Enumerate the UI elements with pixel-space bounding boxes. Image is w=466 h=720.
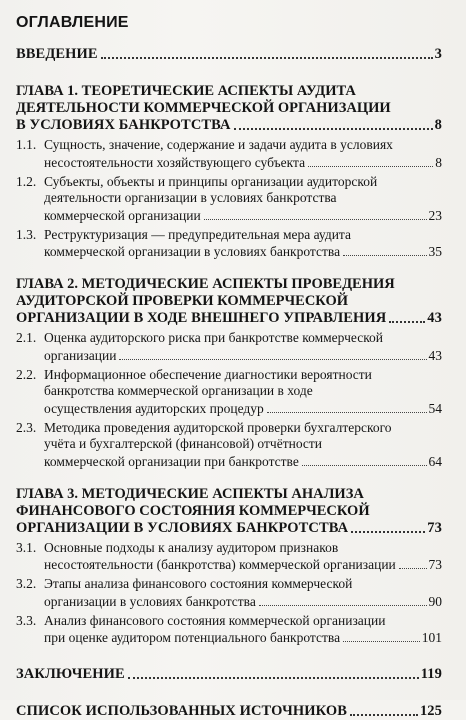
section-title-line: банкротства коммерческой организации в ходе: [44, 383, 313, 398]
toc-entry-sources: [16, 703, 442, 720]
section-title-line: Сущность, значение, содержание и задачи аудита в условиях: [44, 137, 393, 152]
section-last-line: [44, 347, 442, 364]
table-of-contents: [16, 14, 442, 720]
section-page: 54: [428, 400, 442, 416]
section-body: [44, 137, 442, 171]
section-title-line: коммерческой организации: [44, 207, 201, 223]
section-number: 1.1.: [16, 137, 37, 152]
toc-entry-intro: [16, 46, 442, 63]
toc-section-3-1: [16, 540, 442, 574]
toc-section-3-2: [16, 576, 442, 610]
section-title-line: несостоятельности (банкротства) коммерческой организации: [44, 557, 396, 572]
leader-dots: [351, 531, 425, 533]
section-body: [44, 330, 442, 364]
section-title-line: деятельности организации в условиях банкротства: [44, 190, 337, 205]
chapter-title-line: АУДИТОРСКОЙ ПРОВЕРКИ КОММЕРЧЕСКОЙ: [16, 293, 348, 309]
section-number: 3.3.: [16, 612, 37, 628]
entry-page: 119: [420, 666, 442, 682]
section-number: 1.2.: [16, 173, 37, 189]
leader-dots: [119, 359, 426, 360]
entry-label: ВВЕДЕНИЕ: [16, 46, 98, 62]
section-last-line: [44, 556, 442, 573]
section-last-line: [44, 453, 442, 470]
section-body: [44, 420, 442, 470]
toc-section-1-3: [16, 227, 442, 261]
section-title-line: учёта и бухгалтерской (финансовой) отчётности: [44, 436, 323, 451]
section-number: 3.1.: [16, 539, 37, 555]
entry-label: СПИСОК ИСПОЛЬЗОВАННЫХ ИСТОЧНИКОВ: [16, 703, 348, 719]
entry-page: 125: [419, 703, 442, 719]
toc-section-1-1: [16, 137, 442, 171]
chapter-title-last-line: [16, 117, 442, 134]
section-last-line: [44, 593, 442, 610]
section-number: 2.3.: [16, 419, 37, 435]
section-body: [44, 613, 442, 647]
toc-chapter-3: [16, 486, 442, 647]
leader-dots: [399, 568, 427, 569]
section-title-line: Методика проведения аудиторской проверки бухгалтерского: [44, 419, 392, 435]
toc-section-1-2: [16, 174, 442, 224]
chapter-page: 8: [434, 117, 442, 133]
section-page: 8: [435, 154, 442, 170]
section-body: [44, 576, 442, 610]
section-number: 2.2.: [16, 366, 37, 382]
section-last-line: [44, 400, 442, 417]
section-last-line: [44, 207, 442, 224]
toc-chapter-2: [16, 276, 442, 470]
section-page: 64: [428, 453, 442, 469]
section-title-line: Оценка аудиторского риска при банкротстве коммерческой: [44, 330, 384, 345]
toc-section-3-3: [16, 613, 442, 647]
section-title-line: Реструктуризация — предупредительная мера аудита: [44, 226, 351, 242]
section-body: [44, 540, 442, 574]
section-title-line: Информационное обеспечение диагностики вероятности: [44, 366, 372, 382]
chapter-page: 43: [427, 310, 442, 326]
section-title-line: несостоятельности хозяйствующего субъекта: [44, 154, 306, 170]
leader-dots: [308, 166, 433, 167]
section-body: [44, 367, 442, 417]
section-title-line: Основные подходы к анализу аудитором признаков: [44, 539, 339, 555]
chapter-title-line: ФИНАНСОВОГО СОСТОЯНИЯ КОММЕРЧЕСКОЙ: [16, 502, 370, 519]
chapter-title-last-line: [16, 310, 442, 327]
chapter-title-last-line: [16, 520, 442, 537]
leader-dots: [128, 677, 419, 679]
toc-section-2-3: [16, 420, 442, 470]
toc-chapter-1: [16, 83, 442, 260]
section-title-line: организации: [44, 347, 117, 363]
section-title-line: организации в условиях банкротства: [44, 593, 256, 609]
leader-dots: [204, 219, 427, 220]
toc-title: ОГЛАВЛЕНИЕ: [16, 14, 129, 31]
chapter-title-line: ОРГАНИЗАЦИИ В ХОДЕ ВНЕШНЕГО УПРАВЛЕНИЯ: [16, 310, 387, 326]
section-title-line: коммерческой организации в условиях банкротства: [44, 244, 341, 259]
leader-dots: [234, 128, 433, 130]
chapter-title-line: ГЛАВА 3. МЕТОДИЧЕСКИЕ АСПЕКТЫ АНАЛИЗА: [16, 485, 364, 502]
leader-dots: [350, 714, 418, 716]
toc-section-2-1: [16, 330, 442, 364]
section-page: 35: [428, 244, 442, 259]
chapter-title-line: ГЛАВА 1. ТЕОРЕТИЧЕСКИЕ АСПЕКТЫ АУДИТА: [16, 83, 356, 99]
chapter-title-line: ДЕЯТЕЛЬНОСТИ КОММЕРЧЕСКОЙ ОРГАНИЗАЦИИ: [16, 100, 391, 116]
leader-dots: [389, 321, 425, 323]
chapter-title-line: В УСЛОВИЯХ БАНКРОТСТВА: [16, 117, 231, 133]
section-page: 101: [421, 630, 442, 645]
section-body: [44, 227, 442, 261]
section-number: 1.3.: [16, 226, 37, 242]
section-last-line: [44, 154, 442, 171]
section-page: 90: [428, 593, 442, 609]
section-page: 73: [428, 557, 442, 572]
section-last-line: [44, 629, 442, 646]
chapter-title-line: ОРГАНИЗАЦИИ В УСЛОВИЯХ БАНКРОТСТВА: [16, 519, 349, 536]
section-title-line: осуществления аудиторских процедур: [44, 400, 264, 416]
chapter-title-line: ГЛАВА 2. МЕТОДИЧЕСКИЕ АСПЕКТЫ ПРОВЕДЕНИЯ: [16, 276, 395, 292]
entry-page: 3: [434, 46, 442, 62]
section-title-line: Анализ финансового состояния коммерческой организации: [44, 612, 386, 628]
section-number: 2.1.: [16, 330, 37, 345]
section-page: 43: [428, 347, 442, 363]
leader-dots: [302, 465, 427, 466]
leader-dots: [343, 255, 426, 256]
leader-dots: [267, 412, 427, 413]
section-title-line: Субъекты, объекты и принципы организации аудиторской: [44, 173, 378, 189]
toc-section-2-2: [16, 367, 442, 417]
leader-dots: [343, 641, 420, 642]
chapter-page: 73: [427, 519, 442, 536]
leader-dots: [259, 605, 427, 606]
leader-dots: [101, 57, 433, 59]
section-body: [44, 174, 442, 224]
entry-label: ЗАКЛЮЧЕНИЕ: [16, 666, 125, 682]
toc-entry-conclusion: [16, 666, 442, 683]
section-number: 3.2.: [16, 576, 37, 591]
section-title-line: коммерческой организации при банкротстве: [44, 453, 299, 469]
section-last-line: [44, 243, 442, 260]
section-title-line: Этапы анализа финансового состояния коммерческой: [44, 576, 353, 591]
section-page: 23: [428, 207, 442, 223]
section-title-line: при оценке аудитором потенциального банкротства: [44, 630, 341, 645]
